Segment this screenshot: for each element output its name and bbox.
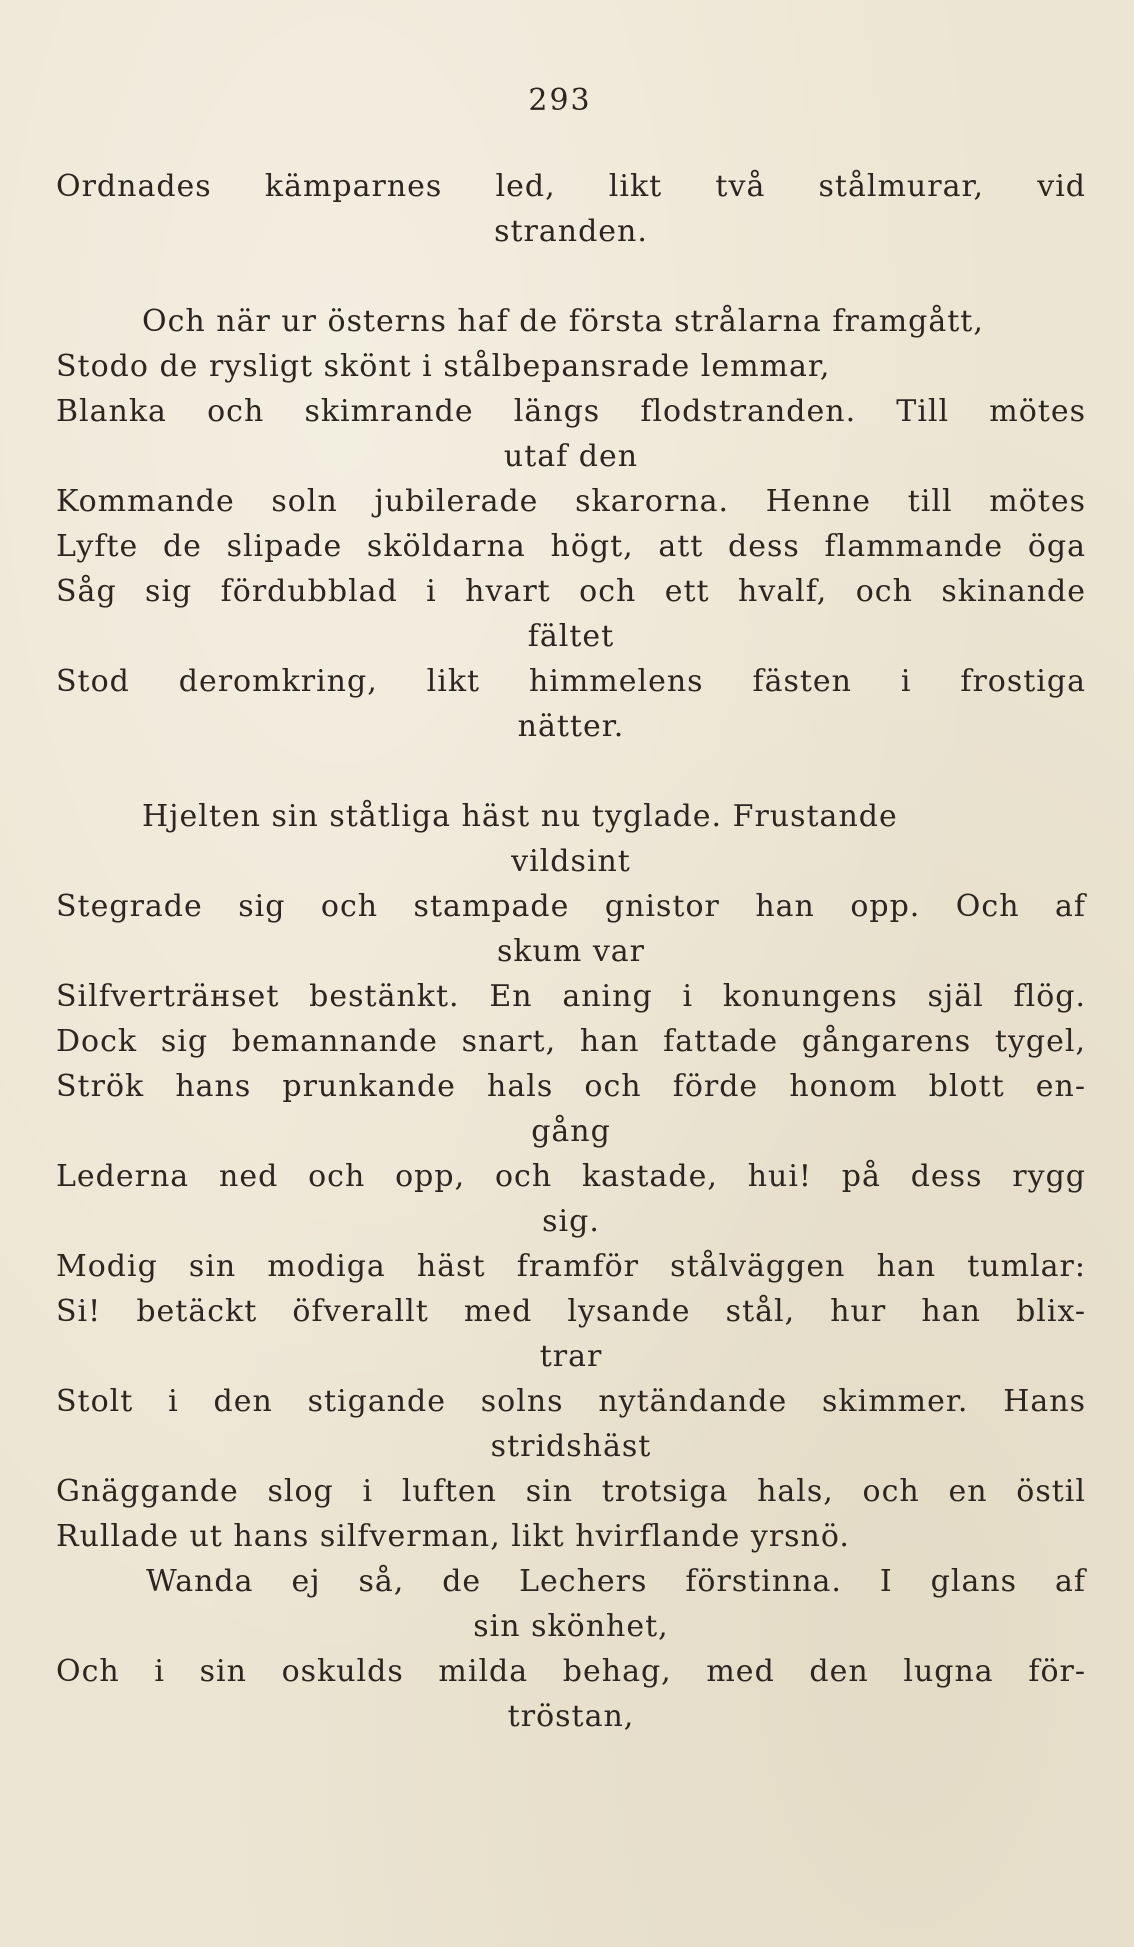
verse-line: Blanka och skimrande längs flodstranden. Till mötes	[56, 394, 1086, 429]
verse-line: Hjelten sin ståtliga häst nu tyglade. Frustande	[142, 799, 898, 834]
verse-line: Gnäggande slog i luften sin trotsiga hals, och en östil	[56, 1474, 1086, 1509]
verse-line: Såg sig fördubblad i hvart och ett hvalf, och skinande	[56, 574, 1086, 609]
page-number: 293	[528, 83, 592, 118]
verse-continuation: stridshäst	[490, 1429, 652, 1464]
verse-line: Och när ur österns haf de första strålarna framgått,	[142, 304, 984, 339]
verse-continuation: tröstan,	[507, 1699, 635, 1734]
verse-line: Strök hans prunkande hals och förde honom blott en-	[56, 1069, 1086, 1104]
verse-line: Stod deromkring, likt himmelens fästen i frostiga	[56, 664, 1086, 699]
verse-continuation: sin skönhet,	[473, 1609, 669, 1644]
verse-line: Si! betäckt öfverallt med lysande stål, hur han blix-	[56, 1294, 1086, 1329]
verse-continuation: nätter.	[517, 709, 625, 744]
verse-continuation: stranden.	[494, 214, 648, 249]
poem-text	[56, 164, 1086, 1739]
verse-line: Stegrade sig och stampade gnistor han opp. Och af	[56, 889, 1086, 924]
verse-continuation: trar	[539, 1339, 603, 1374]
verse-line: Kommande soln jubilerade skarorna. Henne till mötes	[56, 484, 1086, 519]
verse-line: Dock sig bemannande snart, han fattade gångarens tygel,	[56, 1024, 1086, 1059]
verse-line: Lederna ned och opp, och kastade, hui! på dess rygg	[56, 1159, 1086, 1194]
verse-line: Silfverträнset bestänkt. En aning i konungens själ flög.	[56, 979, 1086, 1014]
verse-continuation: vildsint	[511, 844, 631, 879]
verse-line: Rullade ut hans silfverman, likt hvirflande yrsnö.	[56, 1519, 850, 1554]
verse-line: Lyfte de slipade sköldarna högt, att dess flammande öga	[56, 529, 1086, 564]
verse-line: Stodo de rysligt skönt i stålbepansrade lemmar,	[56, 349, 831, 384]
verse-continuation: gång	[531, 1114, 611, 1149]
verse-continuation: fältet	[527, 619, 615, 654]
verse-line: Stolt i den stigande solns nytändande skimmer. Hans	[56, 1384, 1086, 1419]
verse-line: Och i sin oskulds milda behag, med den lugna för-	[56, 1654, 1086, 1689]
verse-continuation: sig.	[542, 1204, 600, 1239]
stanza-break	[56, 254, 1086, 299]
verse-line: Modig sin modiga häst framför stålväggen han tumlar:	[56, 1249, 1086, 1284]
verse-continuation: skum var	[496, 934, 646, 969]
stanza-break	[56, 749, 1086, 794]
verse-line: Wanda ej så, de Lechers förstinna. I glans af	[146, 1564, 1086, 1599]
verse-continuation: utaf den	[503, 439, 639, 474]
verse-line: Ordnades kämparnes led, likt två stålmurar, vid	[56, 169, 1086, 204]
